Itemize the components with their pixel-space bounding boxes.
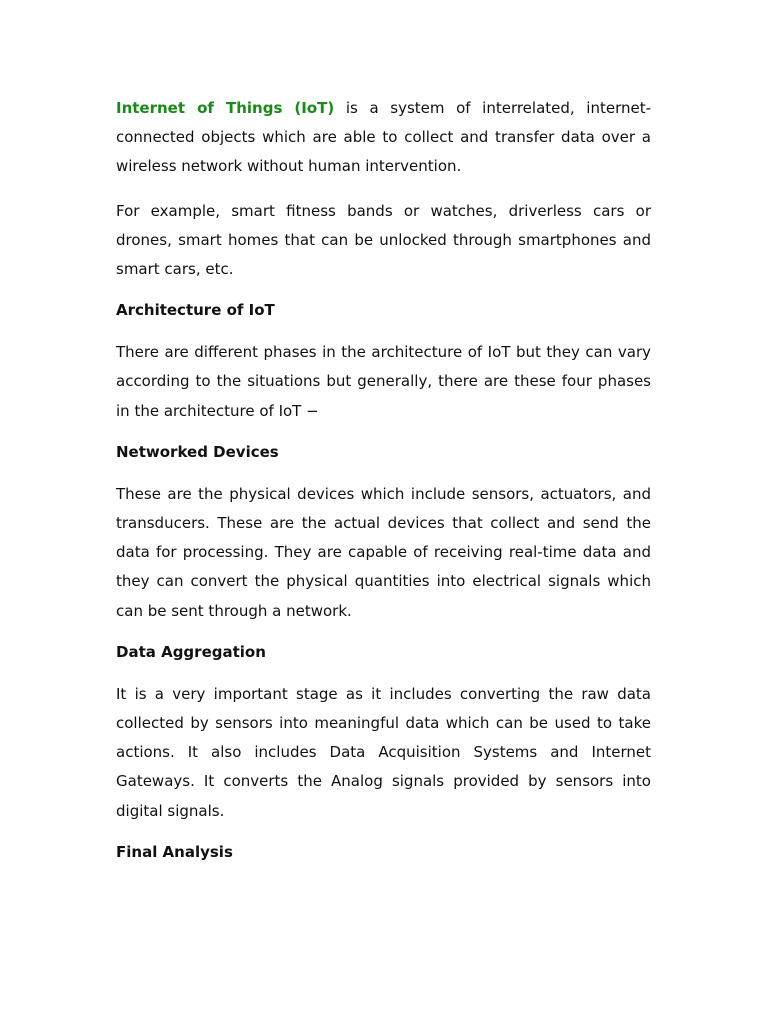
heading-final-analysis: Final Analysis	[116, 842, 233, 861]
networked-devices-paragraph: These are the physical devices which include sensors, actuators, and transducers. These are the actual devices that collect and send the data for processing. They are capable of receiving real-time data and they can convert the physical quantities into electrical signals which can be sent through a network.	[116, 484, 651, 620]
example-paragraph: For example, smart fitness bands or watches, driverless cars or drones, smart homes that can be unlocked through smartphones and smart cars, etc.	[116, 201, 651, 279]
document-page	[116, 94, 651, 880]
heading-networked-devices: Networked Devices	[116, 442, 279, 461]
iot-term: Internet of Things (IoT)	[116, 99, 335, 117]
heading-data-aggregation: Data Aggregation	[116, 642, 266, 661]
intro-paragraph	[116, 94, 651, 182]
data-aggregation-paragraph: It is a very important stage as it includes converting the raw data collected by sensors into meaningful data which can be used to take actions. It also includes Data Acquisition Systems and Internet Gateways. It converts the Analog signals provided by sensors into digital signals.	[116, 684, 651, 820]
intro-text: is a system of interrelated, internet-connected objects which are able to collect and transfer data over a wireless network without human intervention.	[116, 99, 651, 176]
heading-architecture: Architecture of IoT	[116, 301, 275, 320]
architecture-paragraph: There are different phases in the architecture of IoT but they can vary according to the situations but generally, there are these four phases in the architecture of IoT −	[116, 343, 651, 420]
